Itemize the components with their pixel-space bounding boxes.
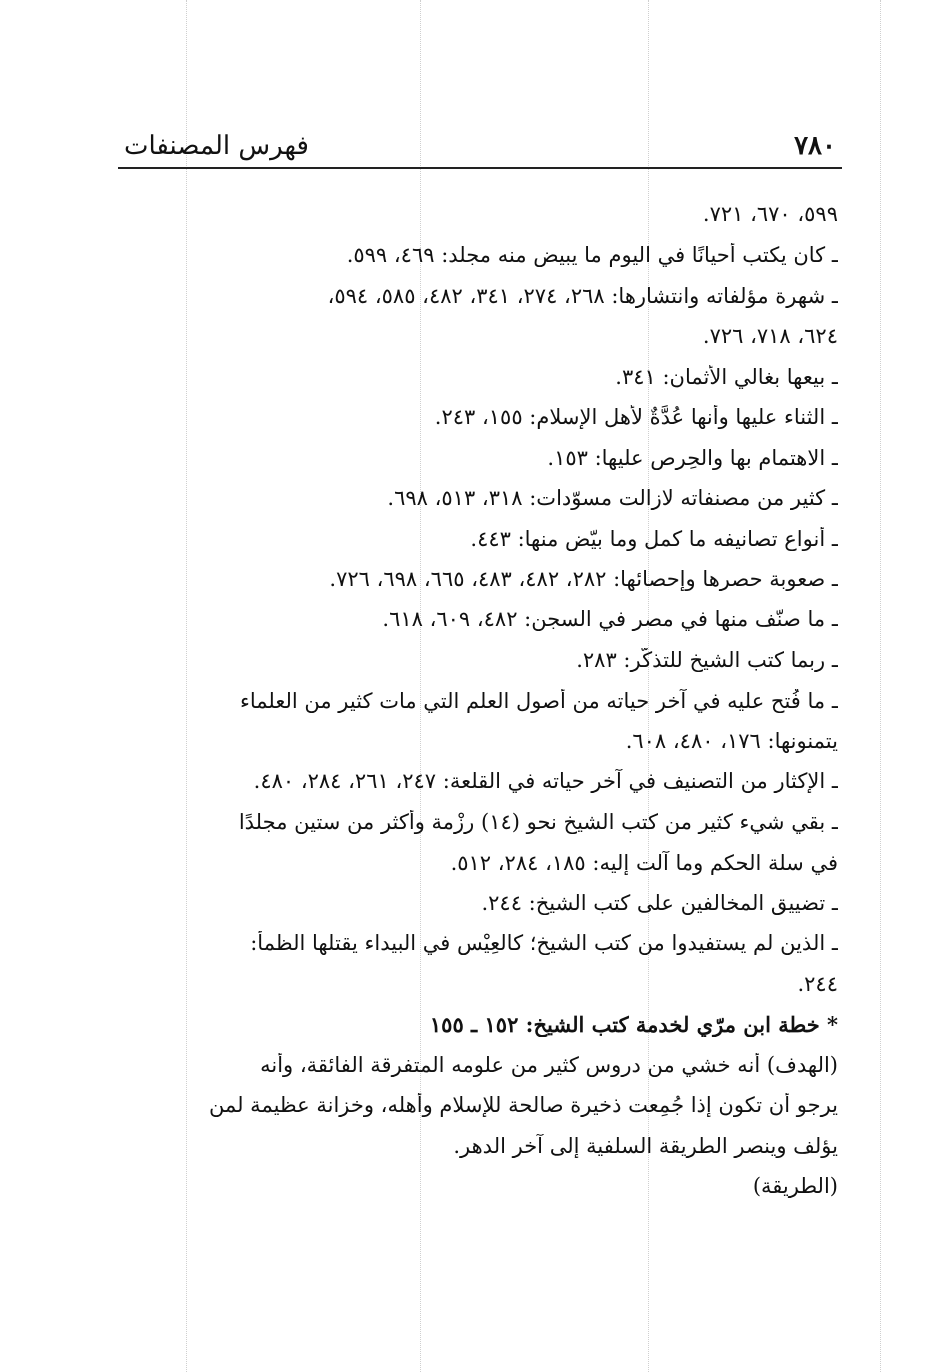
- text-line: ـ الإكثار من التصنيف في آخر حياته في القلعة: ٢٤٧، ٢٦١، ٢٨٤، ٤٨٠.: [253, 769, 838, 793]
- text-line: يرجو أن تكون إذا جُمِعت ذخيرة صالحة للإسلام وأهله، وخزانة عظيمة لمن: [208, 1093, 838, 1117]
- text-line: ٢٤٤.: [797, 972, 838, 996]
- text-line: ـ الثناء عليها وأنها عُدَّةٌ لأهل الإسلام: ١٥٥، ٢٤٣.: [434, 405, 838, 429]
- text-line: يؤلف وينصر الطريقة السلفية إلى آخر الدهر.: [453, 1134, 838, 1158]
- text-line: ٦٢٤، ٧١٨، ٧٢٦.: [702, 324, 838, 348]
- text-line: ـ الذين لم يستفيدوا من كتب الشيخ؛ كالعِيْس في البيداء يقتلها الظمأ:: [250, 931, 838, 955]
- text-line: ـ أنواع تصانيفه ما كمل وما بيّض منها: ٤٤٣.: [470, 527, 838, 551]
- text-line: ـ بيعها بغالي الأثمان: ٣٤١.: [615, 365, 838, 389]
- text-line: (الطريقة): [752, 1174, 838, 1198]
- text-line: ـ ما فُتح عليه في آخر حياته من أُصول العلم التي مات كثير من العلماء: [239, 689, 838, 713]
- running-title: فهرس المصنفات: [124, 131, 309, 161]
- text-line: (الهدف) أنه خشي من دروس كثير من علومه المتفرقة الفائقة، وأنه: [260, 1053, 838, 1077]
- text-line: ـ صعوبة حصرها وإحصائها: ٢٨٢، ٤٨٢، ٤٨٣، ٦٦٥، ٦٩٨، ٧٢٦.: [329, 567, 838, 591]
- text-line: ٥٩٩، ٦٧٠، ٧٢١.: [702, 202, 838, 226]
- text-line: ـ تضييق المخالفين على كتب الشيخ: ٢٤٤.: [481, 891, 838, 915]
- page-header: [118, 125, 842, 169]
- text-line: ـ الاهتمام بها والحِرص عليها: ١٥٣.: [547, 446, 838, 470]
- page-number: ٧٨٠: [794, 131, 836, 161]
- text-line: ـ ربما كتب الشيخ للتذكُّر: ٢٨٣.: [576, 648, 838, 672]
- text-line: ـ ما صنّف منها في مصر في السجن: ٤٨٢، ٦٠٩، ٦١٨.: [382, 607, 838, 631]
- section-heading: * خطة ابن مرّي لخدمة كتب الشيخ: ١٥٢ ـ ١٥٥: [429, 1012, 838, 1037]
- text-line: ـ شهرة مؤلفاته وانتشارها: ٢٦٨، ٢٧٤، ٣٤١، ٤٨٢، ٥٨٥، ٥٩٤،: [327, 284, 838, 308]
- text-line: ـ كان يكتب أحيانًا في اليوم ما يبيض منه مجلد: ٤٦٩، ٥٩٩.: [346, 243, 838, 267]
- scan-grid-line: [880, 0, 881, 1372]
- text-line: ـ بقي شيء كثير من كتب الشيخ نحو (١٤) رِزْمة وأكثر من ستين مجلدًا: [238, 810, 838, 834]
- text-line: ـ كثير من مصنفاته لازالت مسوّدات: ٣١٨، ٥١٣، ٦٩٨.: [387, 486, 838, 510]
- text-line: في سلة الحكم وما آلت إليه: ١٨٥، ٢٨٤، ٥١٢.: [450, 851, 838, 875]
- text-line: يتمنونها: ١٧٦، ٤٨٠، ٦٠٨.: [625, 729, 838, 753]
